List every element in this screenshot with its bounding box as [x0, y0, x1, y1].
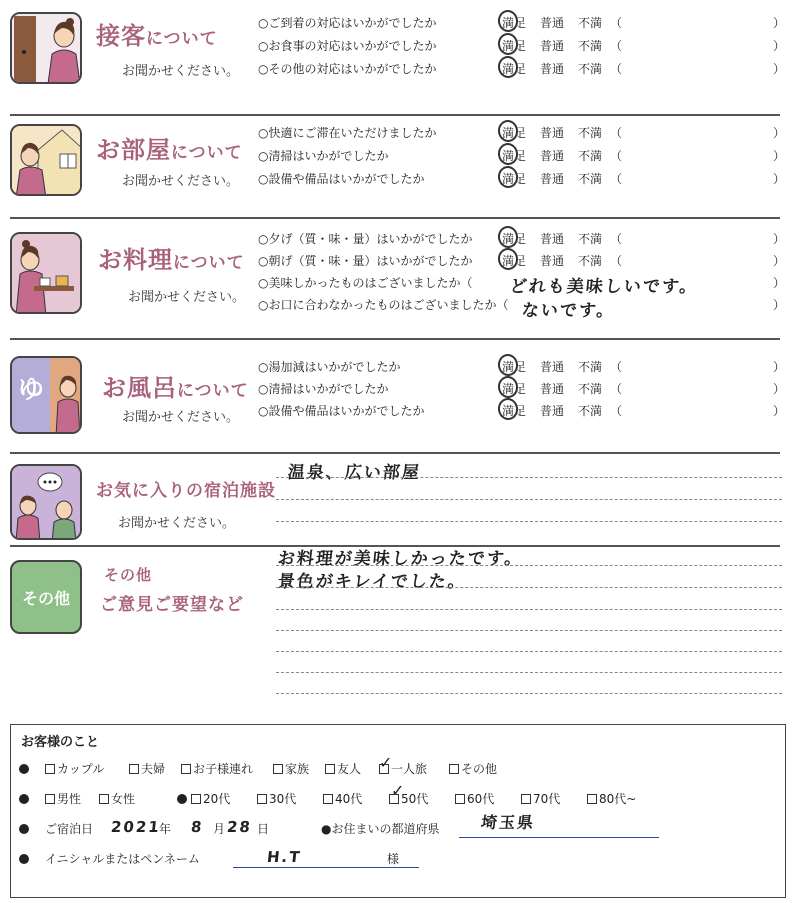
paren-close: ） — [773, 232, 786, 246]
option-normal[interactable]: 普通 — [540, 16, 565, 30]
option-normal[interactable]: 普通 — [540, 404, 565, 418]
checkbox-male[interactable] — [45, 789, 81, 809]
checkbox-icon[interactable] — [45, 764, 55, 774]
day-label: 日 — [257, 822, 270, 836]
stay-day[interactable]: 28 — [226, 818, 253, 836]
section-divider — [10, 217, 780, 219]
checkbox-age-40s[interactable] — [323, 789, 362, 809]
checkbox-age-60s[interactable] — [455, 789, 494, 809]
section-heading — [96, 16, 218, 51]
checkbox-icon[interactable] — [323, 794, 333, 804]
paren-close: ） — [773, 126, 786, 140]
option-normal[interactable]: 普通 — [540, 39, 565, 53]
answer-line — [276, 693, 782, 694]
checkbox-label: 一人旅 — [391, 762, 428, 776]
food-illustration — [10, 232, 82, 314]
option-normal[interactable]: 普通 — [540, 382, 565, 396]
option-dissatisfied[interactable]: 不満 — [578, 360, 603, 374]
question-text: ○清掃はいかがでしたか — [258, 382, 389, 396]
section-service — [0, 0, 800, 110]
honorific-label: 様 — [387, 852, 400, 866]
checkbox-icon[interactable] — [257, 794, 267, 804]
paren-close: ） — [773, 149, 786, 163]
checkbox-age-70s[interactable] — [521, 789, 560, 809]
section-heading — [98, 240, 245, 275]
section-subheading: お聞かせください。 — [122, 64, 240, 79]
option-dissatisfied[interactable]: 不満 — [578, 126, 603, 140]
option-dissatisfied[interactable]: 不満 — [578, 149, 603, 163]
option-satisfied[interactable]: 満足 — [502, 39, 527, 53]
answer-line — [276, 521, 782, 522]
paren-open: （ — [610, 254, 623, 268]
checkbox-icon[interactable] — [273, 764, 283, 774]
option-normal[interactable]: 普通 — [540, 232, 565, 246]
heading-main: お風呂 — [102, 374, 177, 402]
receptionist-illustration — [10, 12, 82, 84]
option-dissatisfied[interactable]: 不満 — [578, 62, 603, 76]
bullet-icon — [19, 854, 29, 864]
option-satisfied[interactable]: 満足 — [502, 126, 527, 140]
paren-open: （ — [610, 126, 623, 140]
checkbox-label: 20代 — [203, 792, 231, 806]
section-heading-line2: ご意見ご要望など — [100, 595, 244, 615]
answer-line — [276, 499, 782, 500]
other-answer-line1[interactable]: お料理が美味しかったです。 — [276, 549, 525, 569]
name-label: イニシャルまたはペンネーム — [45, 852, 200, 866]
checkbox-other[interactable] — [449, 759, 497, 779]
question-text: ○朝げ（質・味・量）はいかがでしたか — [258, 254, 473, 268]
paren-open: （ — [610, 360, 623, 374]
month-label: 月 — [213, 822, 226, 836]
bath-illustration — [10, 356, 82, 434]
chatting-illustration — [10, 464, 82, 540]
stay-date-row — [19, 813, 779, 839]
checkbox-icon[interactable] — [449, 764, 459, 774]
checkbox-label: 家族 — [285, 762, 310, 776]
checkbox-label: 30代 — [269, 792, 297, 806]
checkbox-icon[interactable] — [191, 794, 201, 804]
checkbox-label: 女性 — [111, 792, 136, 806]
section-heading — [96, 130, 243, 165]
checkbox-label: 夫婦 — [141, 762, 166, 776]
checkbox-age-30s[interactable] — [257, 789, 296, 809]
other-label: その他 — [21, 588, 70, 608]
bullet-icon — [177, 794, 187, 804]
paren-close: ） — [773, 172, 786, 186]
paren-close: ） — [773, 404, 786, 418]
paren-open: （ — [610, 172, 623, 186]
bullet-icon — [19, 794, 29, 804]
paren-close: ） — [773, 298, 786, 312]
checkbox-label: 80代~ — [599, 792, 637, 806]
option-normal[interactable]: 普通 — [540, 360, 565, 374]
section-divider — [10, 452, 780, 454]
checkbox-with-children[interactable] — [181, 759, 253, 779]
section-subheading: お聞かせください。 — [122, 410, 240, 425]
section-divider — [10, 338, 780, 340]
option-satisfied[interactable]: 満足 — [502, 172, 527, 186]
section-heading: お気に入りの宿泊施設 — [96, 481, 276, 501]
option-satisfied[interactable]: 満足 — [502, 149, 527, 163]
checkbox-icon[interactable] — [45, 794, 55, 804]
checkbox-icon[interactable] — [181, 764, 191, 774]
bullet-icon — [19, 824, 29, 834]
check-mark-icon: ✓ — [379, 753, 393, 772]
checkbox-age-80s[interactable] — [587, 789, 636, 809]
checkbox-label: 50代 — [401, 792, 429, 806]
checkbox-label: カップル — [57, 762, 105, 776]
checkbox-couple[interactable] — [45, 759, 104, 779]
heading-main: お料理 — [98, 246, 173, 274]
stay-date-label: ご宿泊日 — [45, 822, 94, 836]
option-normal[interactable]: 普通 — [540, 62, 565, 76]
section-heading-line1: その他 — [104, 566, 153, 584]
checkbox-icon[interactable] — [129, 764, 139, 774]
checkbox-friend[interactable] — [325, 759, 361, 779]
paren-close: ） — [773, 276, 786, 290]
answer-line — [276, 630, 782, 631]
heading-main: お部屋 — [96, 136, 171, 164]
option-normal[interactable]: 普通 — [540, 172, 565, 186]
answer-line — [276, 651, 782, 652]
checkbox-icon[interactable] — [325, 764, 335, 774]
companion-row — [19, 753, 779, 779]
question-text: ○清掃はいかがでしたか — [258, 149, 389, 163]
paren-open: （ — [610, 404, 623, 418]
room-illustration — [10, 124, 82, 196]
section-bath — [0, 344, 800, 444]
checkbox-label: 40代 — [335, 792, 363, 806]
option-dissatisfied[interactable]: 不満 — [578, 16, 603, 30]
paren-open: （ — [610, 149, 623, 163]
section-divider — [10, 114, 780, 116]
section-subheading: お聞かせください。 — [128, 290, 246, 305]
paren-open: （ — [610, 16, 623, 30]
other-label-box — [10, 560, 82, 634]
stay-month[interactable]: 8 — [190, 818, 205, 836]
customer-info-box — [10, 724, 786, 898]
answer-line — [276, 565, 782, 566]
question-text: ○設備や備品はいかがでしたか — [258, 172, 425, 186]
gender-age-row — [19, 781, 779, 809]
answer-line — [276, 477, 782, 478]
option-dissatisfied[interactable]: 不満 — [578, 404, 603, 418]
paren-close: ） — [773, 16, 786, 30]
checkbox-label: お子様連れ — [193, 762, 254, 776]
section-subheading: お聞かせください。 — [122, 174, 240, 189]
name-value[interactable]: H.T — [266, 848, 303, 866]
checkbox-label: 70代 — [533, 792, 561, 806]
checkbox-label: 友人 — [337, 762, 362, 776]
name-row — [19, 849, 779, 869]
paren-close: ） — [773, 39, 786, 53]
heading-suffix: について — [171, 143, 243, 163]
option-satisfied[interactable]: 満足 — [502, 360, 527, 374]
question-text: ○お口に合わなかったものはございましたか（ — [258, 298, 509, 312]
checkbox-icon[interactable] — [521, 794, 531, 804]
prefecture-underline — [459, 837, 659, 838]
question-text: ○ご到着の対応はいかがでしたか — [258, 16, 437, 30]
option-dissatisfied[interactable]: 不満 — [578, 232, 603, 246]
check-mark-icon: ✓ — [391, 781, 405, 800]
prefecture-value[interactable]: 埼玉県 — [480, 813, 537, 832]
heading-suffix: について — [177, 381, 249, 401]
checkbox-married[interactable] — [129, 759, 165, 779]
section-subheading: お聞かせください。 — [118, 516, 236, 531]
answer-line — [276, 609, 782, 610]
checkbox-label: 60代 — [467, 792, 495, 806]
disliked-food-answer[interactable]: ないです。 — [520, 301, 617, 321]
question-text: ○快適にご滞在いただけましたか — [258, 126, 437, 140]
option-satisfied[interactable]: 満足 — [502, 16, 527, 30]
paren-open: （ — [610, 232, 623, 246]
option-normal[interactable]: 普通 — [540, 126, 565, 140]
option-satisfied[interactable]: 満足 — [502, 404, 527, 418]
svg-text:ゆ: ゆ — [18, 375, 45, 405]
year-label: 年 — [159, 822, 172, 836]
checkbox-icon[interactable] — [587, 794, 597, 804]
liked-food-answer-text[interactable]: どれも美味しいです。 — [508, 277, 700, 297]
other-answer-line2[interactable]: 景色がキレイでした。 — [276, 572, 468, 592]
option-satisfied[interactable]: 満足 — [502, 62, 527, 76]
question-text: ○その他の対応はいかがでしたか — [258, 62, 437, 76]
heading-main: 接客 — [96, 22, 146, 50]
prefecture-label: ●お住まいの都道府県 — [321, 822, 440, 836]
answer-line — [276, 672, 782, 673]
checkbox-label: その他 — [461, 762, 498, 776]
heading-suffix: について — [146, 29, 218, 49]
question-text: ○お食事の対応はいかがでしたか — [258, 39, 437, 53]
option-satisfied[interactable]: 満足 — [502, 232, 527, 246]
question-text: ○美味しかったものはございましたか（ — [258, 276, 473, 290]
checkbox-family[interactable] — [273, 759, 309, 779]
option-dissatisfied[interactable]: 不満 — [578, 39, 603, 53]
paren-open: （ — [610, 62, 623, 76]
stay-year[interactable]: 2021 — [110, 818, 162, 836]
paren-close: ） — [773, 360, 786, 374]
paren-close: ） — [773, 382, 786, 396]
checkbox-age-20s[interactable] — [191, 789, 230, 809]
section-heading — [102, 368, 249, 403]
option-dissatisfied[interactable]: 不満 — [578, 254, 603, 268]
option-satisfied[interactable]: 満足 — [502, 382, 527, 396]
paren-open: （ — [610, 382, 623, 396]
customer-title: お客様のこと — [21, 735, 100, 750]
checkbox-label: 男性 — [57, 792, 82, 806]
section-room — [0, 118, 800, 218]
favorite-answer[interactable]: 温泉、広い部屋 — [286, 463, 422, 483]
option-dissatisfied[interactable]: 不満 — [578, 172, 603, 186]
name-underline — [233, 867, 419, 868]
question-text: ○設備や備品はいかがでしたか — [258, 404, 425, 418]
paren-close: ） — [773, 254, 786, 268]
option-satisfied[interactable]: 満足 — [502, 254, 527, 268]
question-text: ○夕げ（質・味・量）はいかがでしたか — [258, 232, 473, 246]
checkbox-icon[interactable] — [455, 794, 465, 804]
bullet-icon — [19, 764, 29, 774]
checkbox-icon[interactable] — [99, 794, 109, 804]
option-normal[interactable]: 普通 — [540, 254, 565, 268]
question-text: ○湯加減はいかがでしたか — [258, 360, 401, 374]
answer-line — [276, 587, 782, 588]
checkbox-female[interactable] — [99, 789, 135, 809]
paren-close: ） — [773, 62, 786, 76]
option-dissatisfied[interactable]: 不満 — [578, 382, 603, 396]
heading-suffix: について — [173, 253, 245, 273]
paren-open: （ — [610, 39, 623, 53]
option-normal[interactable]: 普通 — [540, 149, 565, 163]
